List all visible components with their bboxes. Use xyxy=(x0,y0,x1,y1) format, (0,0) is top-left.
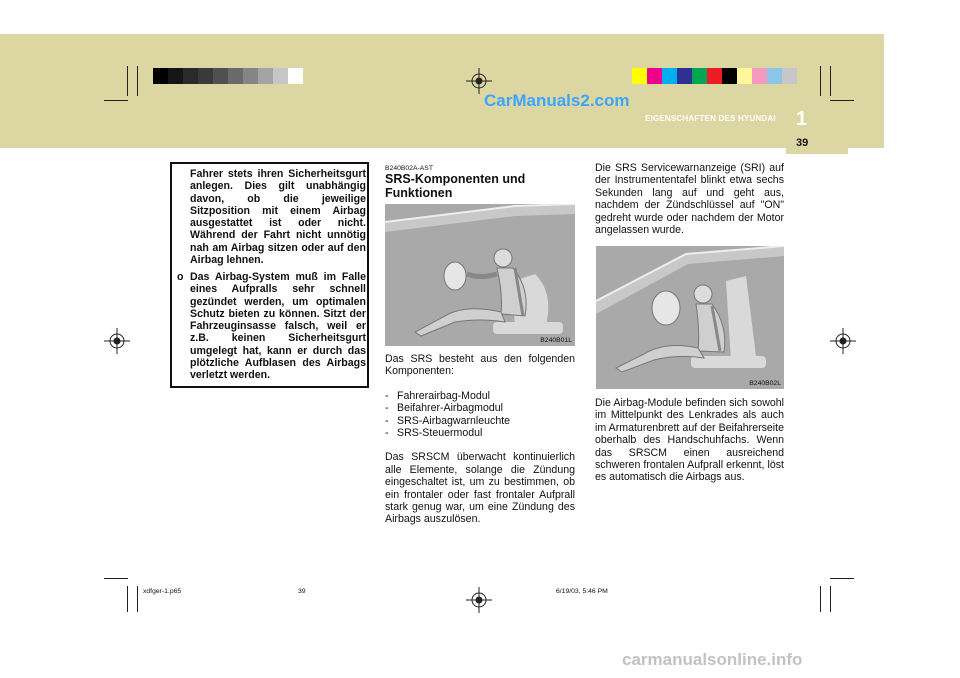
crop-mark xyxy=(830,578,854,579)
calibration-swatch xyxy=(228,68,243,84)
warning-text: Fahrer stets ihren Sicherheitsgurt anlegen. Dies gilt unabhängig davon, ob die jeweilige Sitzposition mit einem Airbag ausgestattet ist oder nicht. Während der Fahrt nicht unnötig nah am Airbag sitzen oder auf den Airbag lehnen. xyxy=(190,168,366,267)
registration-mark-icon xyxy=(466,587,492,613)
warning-text: Das Airbag-System muß im Falle eines Aufpralls sehr schnell gezündet werden, um optimalen Schutz bieten zu können. Sitzt der Fahrzeuginsasse falsch, weil er z.B. keinen Sicherheitsgurt umgelegt hat, kann er durch das plötzliche Aufblasen des Airbags verletzt werden. xyxy=(190,271,366,382)
body-paragraph: Das SRSCM überwacht kontinuierlich alle Elemente, solange die Zündung eingeschaltet ist, um zu bestimmen, ob ein frontaler oder fast frontaler Aufprall stark genug war, um eine Zündung des Airbags auszulösen. xyxy=(385,451,575,526)
section-heading: SRS-Komponenten und Funktionen xyxy=(385,172,526,200)
crop-mark xyxy=(127,586,128,612)
body-paragraph: Die Airbag-Module befinden sich sowohl im Mittelpunkt des Lenkrades als auch im Armaturenbrett auf der Beifahrerseite oberhalb des Handschuhfachs. Wenn das SRSCM einen ausreichend schweren frontalen Aufprall erkennt, löst es automatisch die Airbags aus. xyxy=(595,397,784,484)
footer-date: 6/19/03, 5:46 PM xyxy=(556,588,608,595)
driver-airbag-illustration-icon xyxy=(385,204,575,346)
footer-filename: xdfger-1.p65 xyxy=(143,588,182,595)
crop-mark xyxy=(830,100,854,101)
grayscale-calibration-strip xyxy=(153,68,303,84)
color-calibration-strip xyxy=(632,68,797,84)
calibration-swatch xyxy=(647,68,662,84)
crop-mark xyxy=(830,66,831,96)
calibration-swatch xyxy=(198,68,213,84)
crop-mark xyxy=(820,66,821,96)
calibration-swatch xyxy=(782,68,797,84)
component-list xyxy=(385,390,575,440)
warning-box xyxy=(170,162,369,388)
bullet-marker: o xyxy=(177,271,184,283)
calibration-swatch xyxy=(243,68,258,84)
calibration-swatch xyxy=(213,68,228,84)
figure-label: B240B01L xyxy=(540,337,572,344)
calibration-swatch xyxy=(273,68,288,84)
footer-page: 39 xyxy=(298,588,306,595)
figure-label: B240B02L xyxy=(749,380,781,387)
crop-mark xyxy=(127,66,128,96)
right-column-top xyxy=(595,162,784,236)
intro-text: Das SRS besteht aus den folgenden Komponenten: xyxy=(385,353,575,378)
list-item: - SRS-Steuermodul xyxy=(385,427,575,439)
calibration-swatch xyxy=(722,68,737,84)
calibration-swatch xyxy=(767,68,782,84)
section-code: B240B02A-AST xyxy=(385,165,433,172)
airbag-illustration xyxy=(385,204,575,346)
calibration-swatch xyxy=(692,68,707,84)
airbag-illustration xyxy=(596,246,784,389)
chapter-title: EIGENSCHAFTEN DES HYUNDAI xyxy=(645,114,776,123)
list-item: - SRS-Airbagwarnleuchte xyxy=(385,415,575,427)
calibration-swatch xyxy=(153,68,168,84)
calibration-swatch xyxy=(662,68,677,84)
registration-mark-icon xyxy=(104,328,130,354)
calibration-swatch xyxy=(677,68,692,84)
crop-mark xyxy=(820,586,821,612)
body-paragraph: Die SRS Servicewarnanzeige (SRI) auf der Instrumententafel blinkt etwa sechs Sekunden lang auf und geht aus, nachdem der Zündschlüssel auf "ON" gedreht wurde oder nachdem der Motor angelassen wurde. xyxy=(595,162,784,237)
calibration-swatch xyxy=(258,68,273,84)
crop-mark xyxy=(830,586,831,612)
watermark-link[interactable]: CarManuals2.com xyxy=(484,91,630,110)
calibration-swatch xyxy=(707,68,722,84)
middle-column xyxy=(385,353,575,526)
right-column-bottom xyxy=(595,397,784,484)
list-item: - Beifahrer-Airbagmodul xyxy=(385,402,575,414)
list-item: - Fahrerairbag-Modul xyxy=(385,390,575,402)
header-band xyxy=(0,34,884,148)
calibration-swatch xyxy=(183,68,198,84)
calibration-swatch xyxy=(168,68,183,84)
passenger-airbag-illustration-icon xyxy=(596,246,784,389)
calibration-swatch xyxy=(288,68,303,84)
calibration-swatch xyxy=(632,68,647,84)
calibration-swatch xyxy=(737,68,752,84)
crop-mark xyxy=(104,578,128,579)
crop-mark xyxy=(104,100,128,101)
page-number: 39 xyxy=(796,137,809,149)
chapter-number: 1 xyxy=(796,108,808,130)
calibration-swatch xyxy=(752,68,767,84)
crop-mark xyxy=(137,586,138,612)
footer-site-watermark: carmanualsonline.info xyxy=(622,650,803,669)
registration-mark-icon xyxy=(466,68,492,94)
registration-mark-icon xyxy=(830,328,856,354)
crop-mark xyxy=(137,66,138,96)
